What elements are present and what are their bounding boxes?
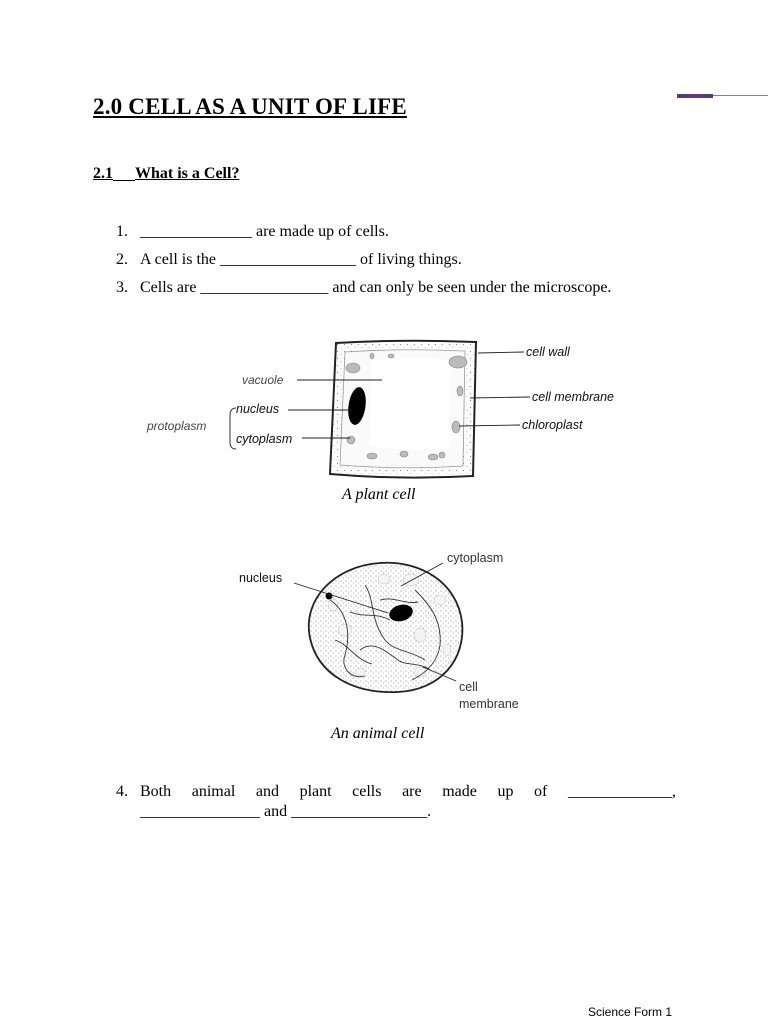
section-underline-gap: [113, 179, 135, 181]
plant-cell-diagram: [140, 330, 620, 480]
q4-word: plant: [299, 783, 332, 800]
header-accent-bar: [677, 94, 713, 98]
plant-cell-membrane-label: cell membrane: [532, 390, 614, 404]
question-number: 3.: [116, 279, 128, 296]
question-text: ______________ are made up of cells.: [140, 223, 389, 240]
animal-cell-caption: An animal cell: [331, 725, 425, 742]
section-heading: [93, 165, 239, 183]
animal-cell-diagram: [230, 545, 540, 720]
chapter-title: 2.0 CELL AS A UNIT OF LIFE: [93, 94, 407, 119]
question-number: 4.: [116, 783, 128, 800]
header-accent-line: [713, 95, 768, 96]
animal-cytoplasm-label: cytoplasm: [447, 551, 504, 565]
question-2: [116, 251, 462, 269]
chloroplast-label: chloroplast: [522, 418, 583, 432]
animal-cell-shape: [309, 563, 463, 692]
question-text: Cells are ________________ and can only be seen under the microscope.: [140, 279, 612, 296]
vacuole-label: vacuole: [242, 373, 284, 387]
question-3: [116, 279, 611, 297]
animal-cell-membrane-label-2: membrane: [459, 697, 519, 711]
animal-cell-membrane-label-1: cell: [459, 680, 478, 694]
animal-nucleus-label: nucleus: [239, 571, 283, 585]
cell-wall-label: cell wall: [526, 345, 570, 359]
question-4-line-1: [140, 783, 676, 801]
q4-word: are: [402, 783, 422, 800]
question-text: A cell is the _________________ of living things.: [140, 251, 462, 268]
question-number: 1.: [116, 223, 128, 240]
plant-cell-caption: A plant cell: [342, 486, 416, 503]
q4-word: animal: [191, 783, 236, 800]
plant-cytoplasm-label: cytoplasm: [236, 432, 293, 446]
question-number: 2.: [116, 251, 128, 268]
q4-word: made: [442, 783, 477, 800]
q4-word: Both: [140, 783, 172, 800]
q4-word: of: [534, 783, 548, 800]
question-4: [116, 783, 676, 821]
section-title: What is a Cell?: [135, 165, 240, 182]
question-1: [116, 223, 389, 241]
q4-word: cells: [352, 783, 382, 800]
protoplasm-label: protoplasm: [147, 419, 207, 433]
page-footer: Science Form 1: [588, 1005, 673, 1019]
q4-word: up: [497, 783, 514, 800]
q4-word: and: [255, 783, 279, 800]
plant-nucleus-label: nucleus: [236, 402, 280, 416]
q4-word: _____________,: [567, 783, 676, 800]
section-number: 2.1: [93, 165, 113, 182]
question-4-line-2: _______________ and _________________.: [140, 803, 432, 820]
